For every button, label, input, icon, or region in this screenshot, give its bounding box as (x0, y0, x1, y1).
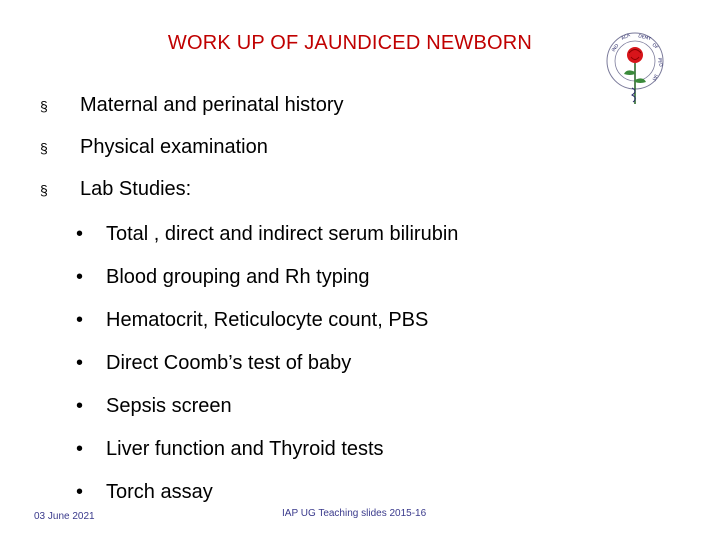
bullet-marker: § (40, 140, 48, 156)
svg-text:IAT: IAT (650, 73, 658, 82)
svg-text:DEMY: DEMY (637, 34, 652, 43)
bullet-marker: • (76, 352, 84, 374)
item-text: Hematocrit, Reticulocyte count, PBS (106, 309, 429, 331)
item-text: Torch assay (106, 481, 213, 503)
item-text: Physical examination (80, 136, 268, 158)
svg-text:ACA: ACA (620, 33, 632, 42)
footer-date: 03 June 2021 (34, 511, 95, 522)
item-text: Lab Studies: (80, 178, 192, 200)
footer-credit: IAP UG Teaching slides 2015-16 (282, 508, 427, 519)
bullet-marker: • (76, 223, 84, 245)
svg-text:PED: PED (656, 57, 663, 68)
bullet-marker: • (76, 266, 84, 288)
item-text: Direct Coomb’s test of baby (106, 352, 352, 374)
bullet-marker: § (40, 98, 48, 114)
slide-title: WORK UP OF JAUNDICED NEWBORN (167, 32, 533, 54)
item-text: Sepsis screen (106, 395, 232, 417)
bullet-marker: • (76, 438, 84, 460)
item-text: Maternal and perinatal history (80, 94, 344, 116)
item-text: Blood grouping and Rh typing (106, 266, 370, 288)
svg-text:IND: IND (611, 43, 621, 54)
bullet-marker: § (40, 182, 48, 198)
iap-logo (600, 28, 670, 110)
item-text: Liver function and Thyroid tests (106, 438, 384, 460)
bullet-marker: • (76, 395, 84, 417)
bullet-marker: • (76, 309, 84, 331)
bullet-marker: • (76, 481, 84, 503)
svg-text:OF: OF (650, 42, 659, 51)
item-text: Total , direct and indirect serum bilirubin (106, 223, 459, 245)
